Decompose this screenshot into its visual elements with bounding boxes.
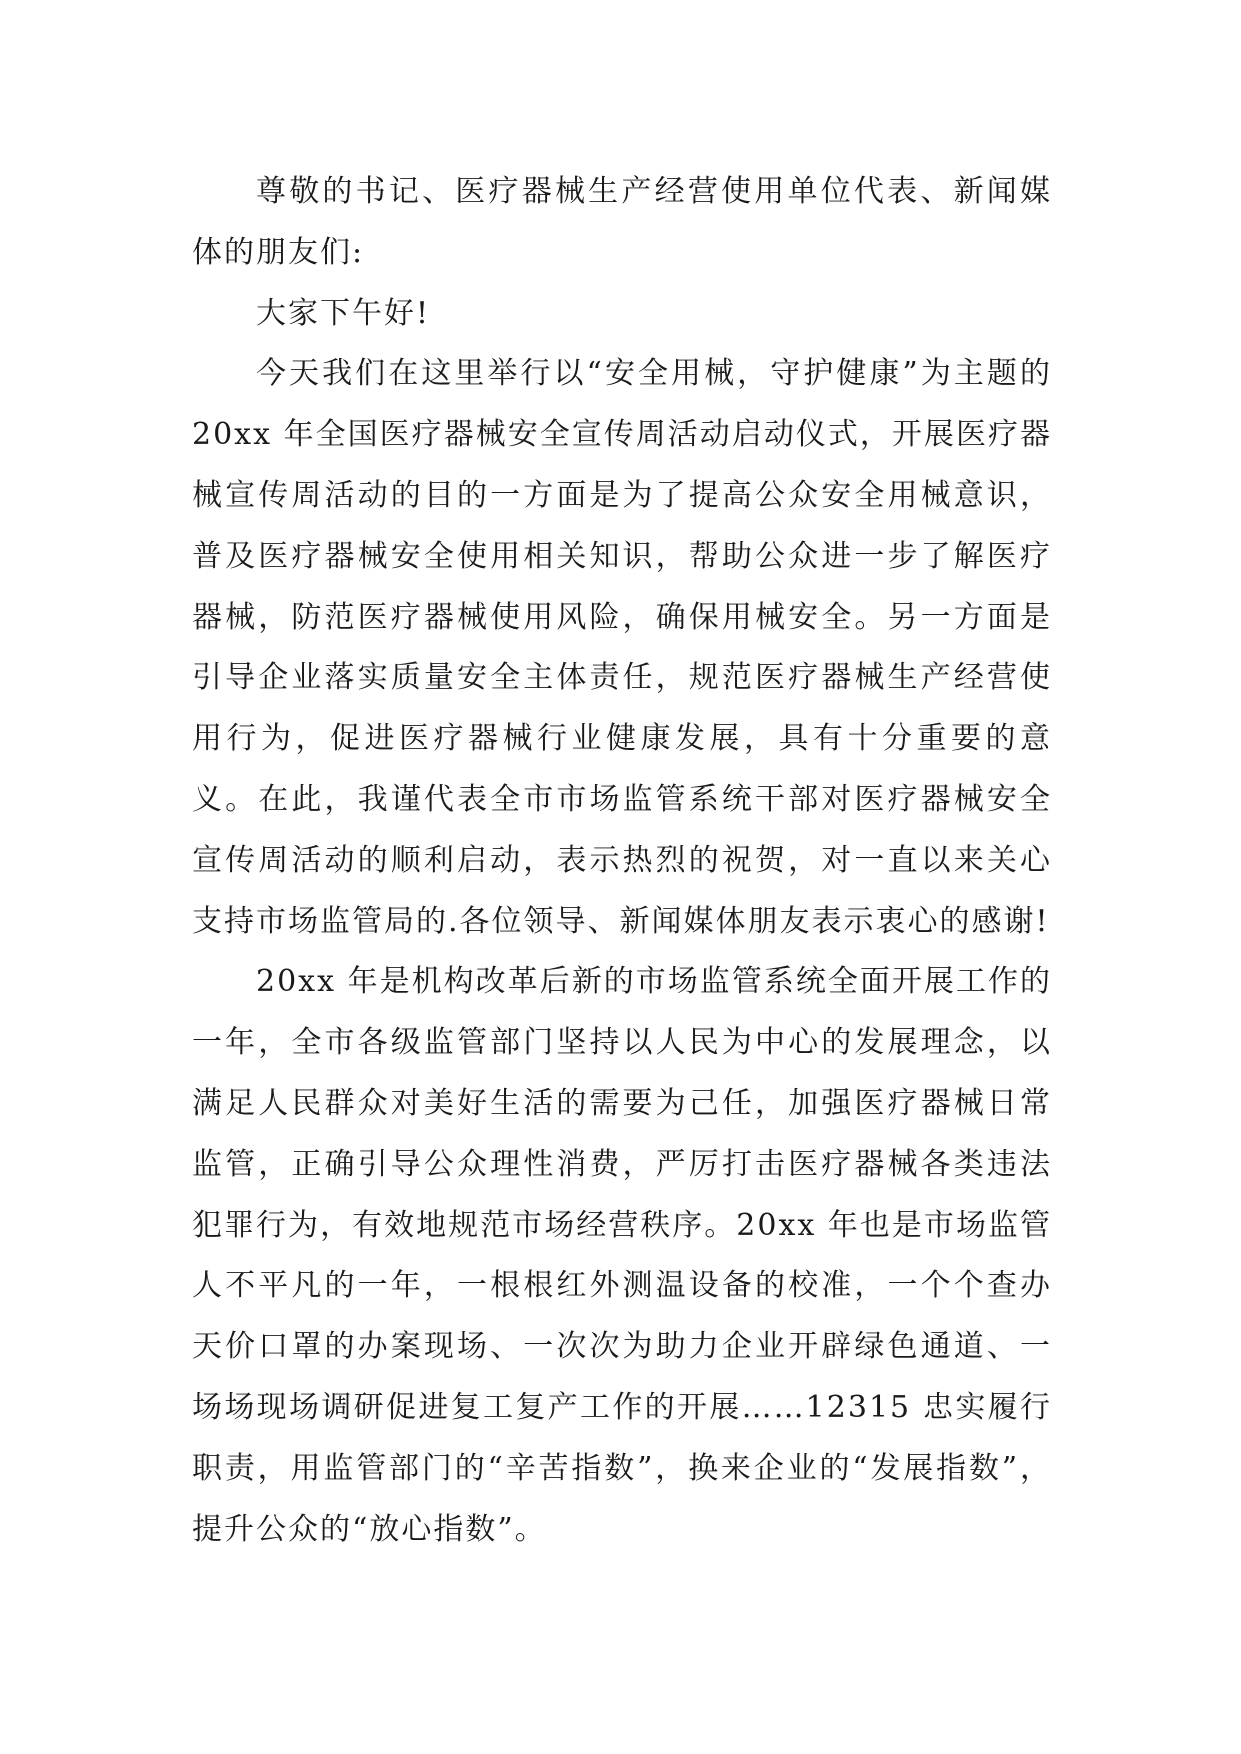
document-body [192,162,1052,1560]
body-paragraph: 今天我们在这里举行以“安全用械，守护健康”为主题的 20xx 年全国医疗器械安全宣传周活动启动仪式，开展医疗器械宣传周活动的目的一方面是为了提高公众安全用械意识，普及医疗器械安全使用相关知识，帮助公众进一步了解医疗器械，防范医疗器械使用风险，确保用械安全。另一方面是引导企业落实质量安全主体责任，规范医疗器械生产经营使用行为，促进医疗器械行业健康发展，具有十分重要的意义。在此，我谨代表全市市场监管系统干部对医疗器械安全宣传周活动的顺利启动，表示热烈的祝贺，对一直以来关心支持市场监管局的.各位领导、新闻媒体朋友表示衷心的感谢! [192,356,1052,939]
body-paragraph: 20xx 年是机构改革后新的市场监管系统全面开展工作的一年，全市各级监管部门坚持以人民为中心的发展理念，以满足人民群众对美好生活的需要为己任，加强医疗器械日常监管，正确引导公众理性消费，严厉打击医疗器械各类违法犯罪行为，有效地规范市场经营秩序。20xx 年也是市场监管人不平凡的一年，一根根红外测温设备的校准，一个个查办天价口罩的办案现场、一次次为助力企业开辟绿色通道、一场场现场调研促进复工复产工作的开展……12315 忠实履行职责，用监管部门的“辛苦指数”，换来企业的“发展指数”，提升公众的“放心指数”。 [192,964,1052,1547]
salutation-paragraph: 尊敬的书记、医疗器械生产经营使用单位代表、新闻媒体的朋友们: [192,174,1052,270]
greeting-paragraph: 大家下午好! [256,295,431,331]
